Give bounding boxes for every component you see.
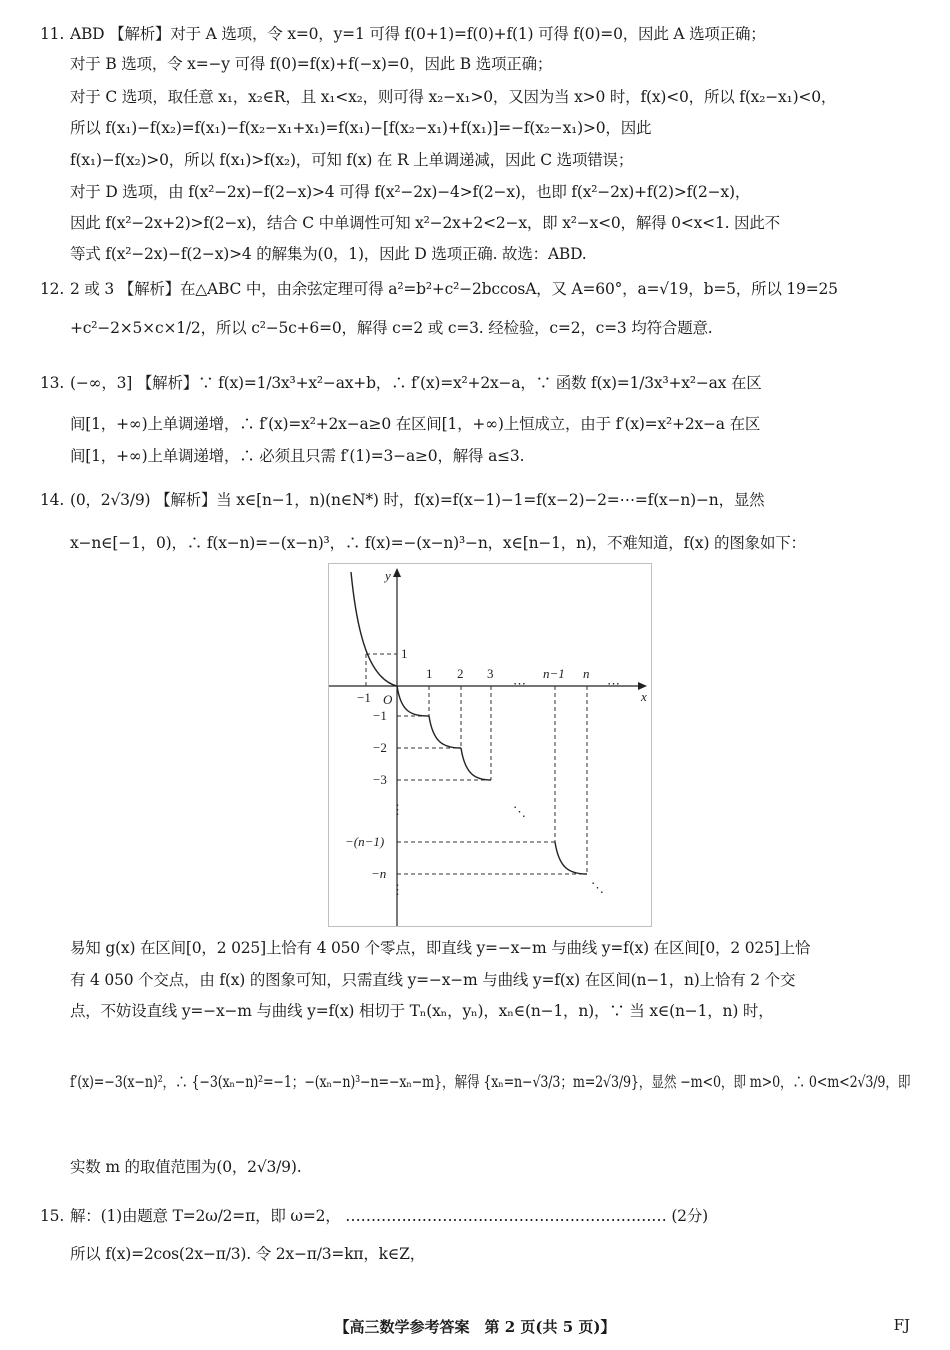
line-text: 实数 m 的取值范围为(0，2√3/9). [70, 1158, 302, 1176]
line-text: 对于 D 选项，由 f(x²−2x)−f(2−x)>4 可得 f(x²−2x)−4>f(2−x)，也即 f(x²−2x)+f(2)>f(2−x)， [70, 183, 751, 201]
x-tick-3: 3 [487, 666, 494, 681]
problem-number: 13. [40, 374, 65, 392]
text-line [70, 118, 910, 138]
text-line [70, 87, 910, 107]
footer-code: FJ [893, 1316, 910, 1334]
line-text: 间[1，+∞)上单调递增，∴ f′(x)=x²+2x−a≥0 在区间[1，+∞)上恒成立，由于 f′(x)=x²+2x−a 在区 [70, 415, 761, 433]
text-line [70, 970, 910, 990]
text-line [70, 182, 910, 202]
line-text: 等式 f(x²−2x)−f(2−x)>4 的解集为(0，1)，因此 D 选项正确. 故选：ABD. [70, 245, 587, 263]
line-text: ABD 【解析】对于 A 选项，令 x=0，y=1 可得 f(0+1)=f(0)+f(1) 可得 f(0)=0，因此 A 选项正确； [70, 25, 766, 43]
text-line [40, 24, 910, 44]
line-text: 所以 f(x)=2cos(2x−π/3). 令 2x−π/3=kπ，k∈Z， [70, 1245, 426, 1263]
y-axis-dots-2: ⋮ [391, 882, 404, 897]
text-line [70, 318, 910, 338]
x-tick-n-minus-1: n−1 [543, 666, 565, 681]
line-text: 点，不妨设直线 y=−x−m 与曲线 y=f(x) 相切于 Tₙ(xₙ，yₙ)，xₙ∈(n−1，n)，∵ 当 x∈(n−1，n) 时， [70, 1002, 774, 1020]
problem-number: 15. [40, 1207, 65, 1225]
line-text: x−n∈[−1，0)，∴ f(x−n)=−(x−n)³，∴ f(x)=−(x−n)³−n，x∈[n−1，n)，不难知道，f(x) 的图象如下： [70, 534, 806, 552]
diagonal-dots-1: ⋱ [513, 804, 526, 819]
line-text: +c²−2×5×c×1/2，所以 c²−5c+6=0，解得 c=2 或 c=3. 经检验，c=2，c=3 均符合题意. [70, 319, 713, 337]
function-graph-figure [328, 563, 652, 927]
text-line [70, 213, 910, 233]
text-line [40, 490, 910, 510]
origin-label: O [383, 692, 393, 707]
line-text: 因此 f(x²−2x+2)>f(2−x)，结合 C 中单调性可知 x²−2x+2<2−x，即 x²−x<0，解得 0<x<1. 因此不 [70, 214, 780, 232]
y-tick-neg-n: −n [371, 866, 387, 881]
line-text: 解：(1)由题意 T=2ω/2=π，即 ω=2， ……………………………………………………… (2分) [70, 1207, 708, 1225]
x-tick-2: 2 [457, 666, 464, 681]
line-text: 对于 C 选项，取任意 x₁，x₂∈R，且 x₁<x₂，则可得 x₂−x₁>0，又因为当 x>0 时，f(x)<0，所以 f(x₂−x₁)<0， [70, 88, 837, 106]
diagonal-dots-2: ⋱ [591, 880, 604, 895]
line-text: f′(x)=−3(x−n)²，∴ {−3(xₙ−n)²=−1；−(xₙ−n)³−n=−xₙ−m}，解得 {xₙ=n−√3/3；m=2√3/9}，显然 −m<0，即 m>0，∴ 0<m<2√3/9，即 [70, 1073, 911, 1091]
line-text: f(x₁)−f(x₂)>0，所以 f(x₁)>f(x₂)，可知 f(x) 在 R 上单调递减，因此 C 选项错误； [70, 151, 634, 169]
line-text: 易知 g(x) 在区间[0，2 025]上恰有 4 050 个零点，即直线 y=−x−m 与曲线 y=f(x) 在区间[0，2 025]上恰 [70, 939, 811, 957]
text-line [70, 446, 910, 466]
y-axis-dots-1: ⋮ [391, 802, 404, 817]
text-line [40, 279, 910, 299]
text-line [40, 373, 910, 393]
axis-label-x: x [641, 689, 647, 704]
text-line [70, 150, 910, 170]
x-tick-neg1: −1 [357, 690, 371, 705]
x-tick-n: n [583, 666, 590, 681]
y-tick-neg-n-minus-1: −(n−1) [345, 834, 385, 849]
line-text: (0，2√3/9) 【解析】当 x∈[n−1，n)(n∈N*) 时，f(x)=f(x−1)−1=f(x−2)−2=⋯=f(x−n)−n，显然 [70, 491, 765, 509]
text-line [70, 1157, 910, 1177]
line-text: 所以 f(x₁)−f(x₂)=f(x₁)−f(x₂−x₁+x₁)=f(x₁)−[f(x₂−x₁)+f(x₁)]=−f(x₂−x₁)>0，因此 [70, 119, 652, 137]
problem-number: 11. [40, 25, 65, 43]
line-text: 有 4 050 个交点，由 f(x) 的图象可知，只需直线 y=−x−m 与曲线 y=f(x) 在区间(n−1，n)上恰有 2 个交 [70, 971, 796, 989]
text-line [70, 414, 910, 434]
text-line [70, 244, 910, 264]
footer-title: 【高三数学参考答案 第 2 页(共 5 页)】 [334, 1318, 616, 1336]
x-axis-dots-1: ⋯ [513, 676, 526, 691]
problem-number: 14. [40, 491, 65, 509]
text-line [40, 1206, 910, 1226]
x-tick-1: 1 [426, 666, 433, 681]
text-line [70, 938, 910, 958]
y-tick-1: 1 [401, 646, 408, 661]
line-text: 2 或 3 【解析】在△ABC 中，由余弦定理可得 a²=b²+c²−2bccosA，又 A=60°，a=√19，b=5，所以 19=25 [70, 280, 838, 298]
y-tick-neg2: −2 [373, 740, 387, 755]
line-text: 间[1，+∞)上单调递增，∴ 必须且只需 f′(1)=3−a≥0，解得 a≤3. [70, 447, 525, 465]
text-line [70, 54, 910, 74]
line-text: (−∞，3] 【解析】∵ f(x)=1/3x³+x²−ax+b，∴ f′(x)=x²+2x−a，∵ 函数 f(x)=1/3x³+x²−ax 在区 [70, 374, 762, 392]
x-axis-dots-2: ⋯ [607, 676, 620, 691]
function-curve [351, 572, 587, 874]
text-line [70, 1072, 911, 1092]
axis-label-y: y [385, 568, 391, 583]
y-tick-neg1: −1 [373, 708, 387, 723]
text-line [70, 533, 910, 553]
problem-number: 12. [40, 280, 65, 298]
line-text: 对于 B 选项，令 x=−y 可得 f(0)=f(x)+f(−x)=0，因此 B 选项正确； [70, 55, 553, 73]
text-line [70, 1001, 910, 1021]
y-tick-neg3: −3 [373, 772, 387, 787]
text-line [70, 1244, 910, 1264]
